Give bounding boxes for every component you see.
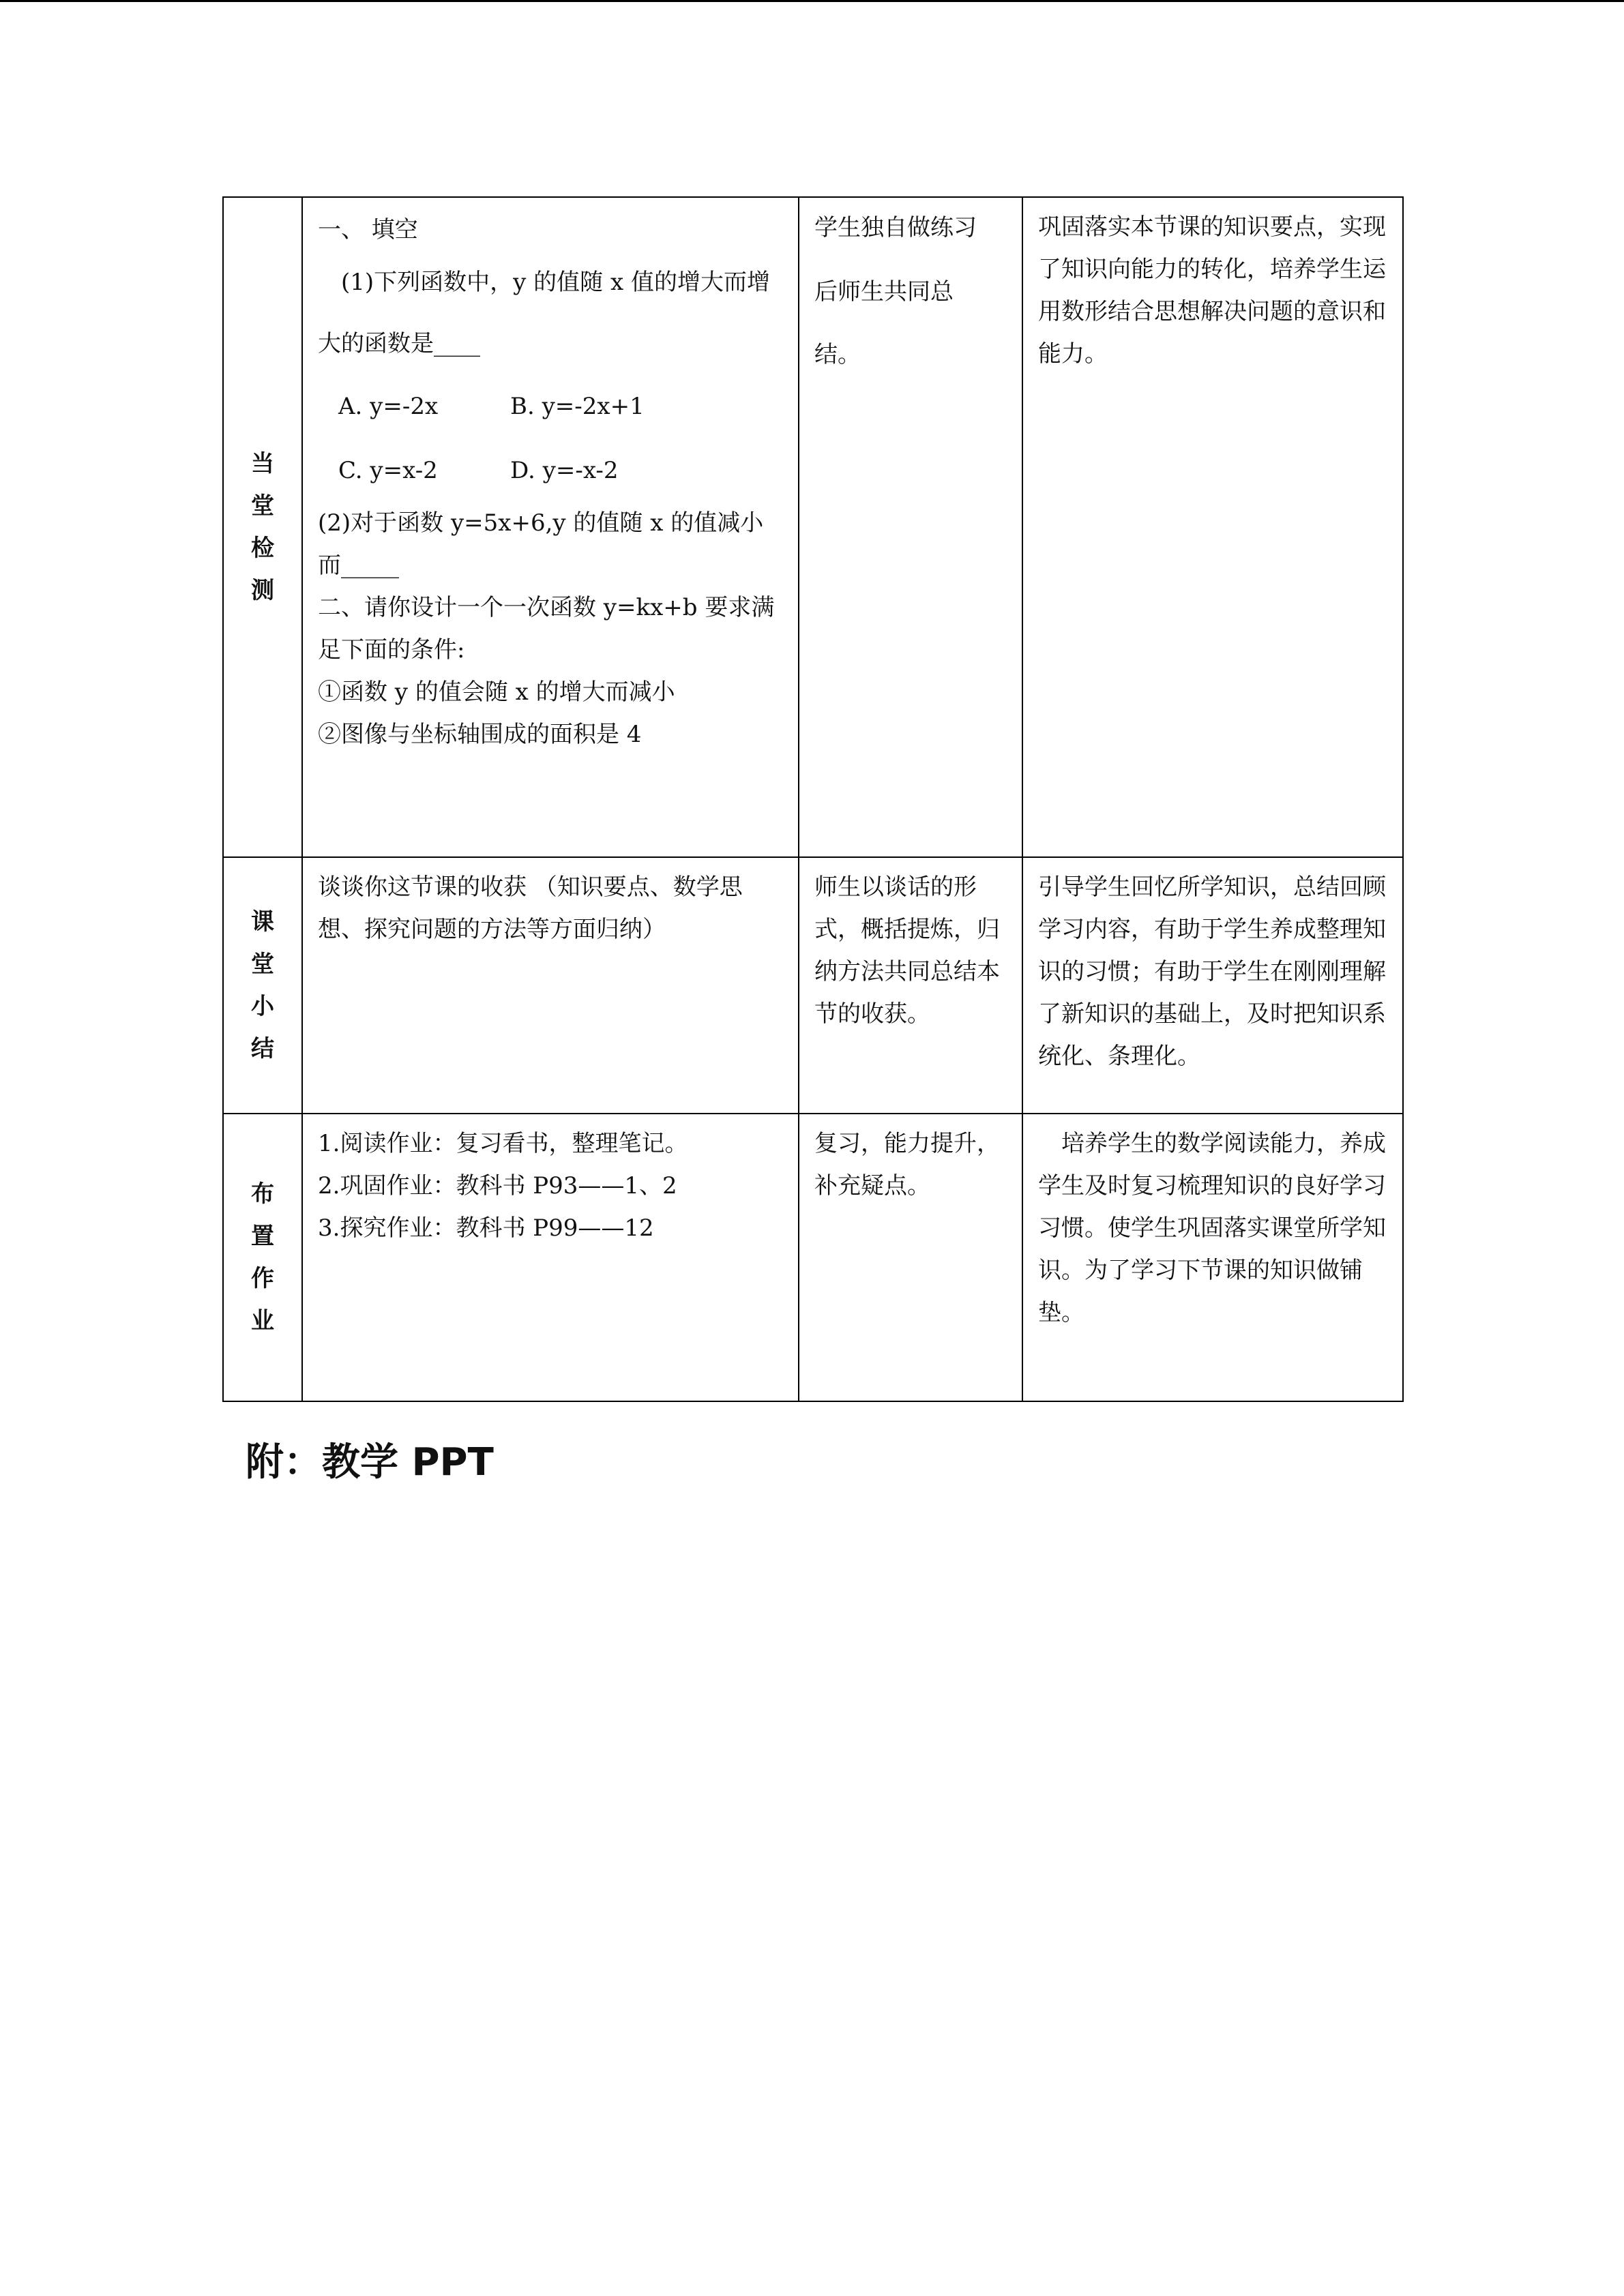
question-1-line-2: 大的函数是____ bbox=[318, 330, 480, 357]
section-label: 布置作业 bbox=[251, 1180, 274, 1335]
design-question-line-2: 足下面的条件: bbox=[318, 636, 465, 664]
intent-text: 培养学生的数学阅读能力，养成学生及时复习梳理知识的良好学习习惯。使学生巩固落实课堂所学知识。为了学习下节课的知识做铺垫。 bbox=[1038, 1130, 1386, 1326]
option-d: D. y=-x-2 bbox=[510, 457, 619, 484]
condition-2: ②图像与坐标轴围成的面积是 4 bbox=[318, 721, 642, 748]
activity-line-2: 后师生共同总 bbox=[814, 278, 954, 305]
content-cell bbox=[302, 1114, 799, 1401]
question-2-line-2: 而_____ bbox=[318, 552, 399, 579]
homework-item-reading: 1.阅读作业：复习看书，整理笔记。 bbox=[318, 1130, 688, 1157]
activity-line-1: 学生独自做练习 bbox=[814, 214, 977, 241]
option-a: A. y=-2x bbox=[338, 393, 439, 420]
activity-text: 师生以谈话的形式，概括提炼，归纳方法共同总结本节的收获。 bbox=[814, 874, 1000, 1028]
activity-cell bbox=[799, 197, 1022, 857]
intent-text: 巩固落实本节课的知识要点，实现了知识向能力的转化，培养学生运用数形结合思想解决问题的意识和能力。 bbox=[1038, 213, 1386, 368]
activity-line-3: 结。 bbox=[814, 341, 861, 368]
intent-text: 引导学生回忆所学知识，总结回顾学习内容，有助于学生养成整理知识的习惯；有助于学生在刚刚理解了新知识的基础上，及时把知识系统化、条理化。 bbox=[1038, 874, 1386, 1070]
option-b: B. y=-2x+1 bbox=[510, 393, 645, 420]
lesson-plan-table bbox=[222, 196, 1404, 1402]
appendix-title: 附：教学 PPT bbox=[246, 1440, 494, 1485]
homework-item-explore: 3.探究作业：教科书 P99——12 bbox=[318, 1214, 654, 1242]
row-homework bbox=[223, 1114, 1403, 1401]
page-top-border bbox=[0, 0, 1624, 2]
activity-cell bbox=[799, 1114, 1022, 1401]
section-label: 当堂检测 bbox=[251, 450, 274, 604]
row-in-class-test bbox=[223, 197, 1403, 857]
section-cell bbox=[223, 1114, 302, 1401]
question-1-line-1: (1)下列函数中，y 的值随 x 值的增大而增 bbox=[341, 269, 770, 296]
section-cell bbox=[223, 857, 302, 1114]
options-row-2 bbox=[318, 439, 783, 502]
fill-blank-heading: 一、 填空 bbox=[318, 216, 418, 243]
content-cell bbox=[302, 197, 799, 857]
summary-prompt: 谈谈你这节课的收获 （知识要点、数学思想、探究问题的方法等方面归纳） bbox=[318, 874, 743, 943]
intent-cell bbox=[1022, 857, 1403, 1114]
section-cell bbox=[223, 197, 302, 857]
intent-cell bbox=[1022, 197, 1403, 857]
question-2-line-1: (2)对于函数 y=5x+6,y 的值随 x 的值减小 bbox=[318, 509, 764, 537]
condition-1: ①函数 y 的值会随 x 的增大而减小 bbox=[318, 679, 675, 706]
option-c: C. y=x-2 bbox=[338, 457, 438, 484]
activity-text: 复习，能力提升，补充疑点。 bbox=[814, 1130, 1000, 1199]
activity-cell bbox=[799, 857, 1022, 1114]
options-row-1 bbox=[318, 374, 783, 439]
content-cell bbox=[302, 857, 799, 1114]
intent-cell bbox=[1022, 1114, 1403, 1401]
row-class-summary bbox=[223, 857, 1403, 1114]
design-question-line-1: 二、请你设计一个一次函数 y=kx+b 要求满 bbox=[318, 594, 775, 621]
homework-item-consolidate: 2.巩固作业：教科书 P93——1、2 bbox=[318, 1172, 677, 1199]
section-label: 课堂小结 bbox=[251, 908, 274, 1062]
